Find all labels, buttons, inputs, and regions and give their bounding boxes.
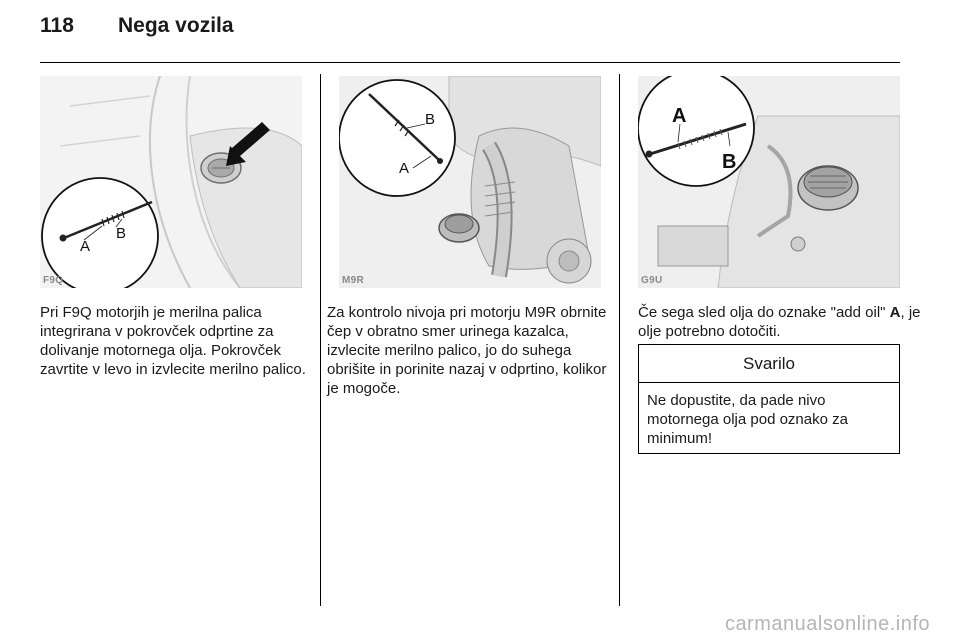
callout-a: A <box>672 105 687 127</box>
figure-g9u <box>638 76 900 288</box>
column-3-text-before: Če sega sled olja do oznake "add oil" <box>638 304 890 321</box>
callout-a: A <box>80 238 91 255</box>
figure-code: F9Q <box>43 275 64 286</box>
warning-box <box>638 344 900 454</box>
f9q-illustration <box>40 76 302 288</box>
warning-title: Svarilo <box>639 345 899 383</box>
page-header <box>40 14 234 38</box>
figure-f9q <box>40 76 302 288</box>
column-divider <box>619 74 620 606</box>
callout-b: B <box>116 225 127 242</box>
section-title: Nega vozila <box>118 14 234 37</box>
column-2-text: Za kontrolo nivoja pri motorju M9R obrnite čep v obratno smer urinega kazalca, izvlecite merilno palico, jo do suhega obrišite in porinite nazaj v odprtino, kolikor je mogoče. <box>327 304 607 397</box>
page-number: 118 <box>40 14 74 37</box>
figure-code: M9R <box>342 275 365 286</box>
column-1-text: Pri F9Q motorjih je merilna palica integrirana v pokrovček odprtine za dolivanje motornega olja. Pokrovček zavrtite v levo in izvlecite merilno palico. <box>40 304 306 378</box>
callout-b: B <box>425 111 436 128</box>
callout-b: B <box>722 151 737 173</box>
add-oil-mark-label: A <box>889 304 901 321</box>
column-3-text <box>638 303 938 341</box>
figure-m9r <box>339 76 601 288</box>
column-3-text-after: , je olje potrebno dotočiti. <box>638 304 921 340</box>
column-divider <box>320 74 321 606</box>
watermark: carmanualsonline.info <box>724 613 930 635</box>
figure-code: G9U <box>641 275 663 286</box>
header-divider <box>40 62 900 63</box>
callout-a: A <box>399 160 410 177</box>
warning-text: Ne dopustite, da pade nivo motornega olja pod oznako za minimum! <box>647 392 848 447</box>
